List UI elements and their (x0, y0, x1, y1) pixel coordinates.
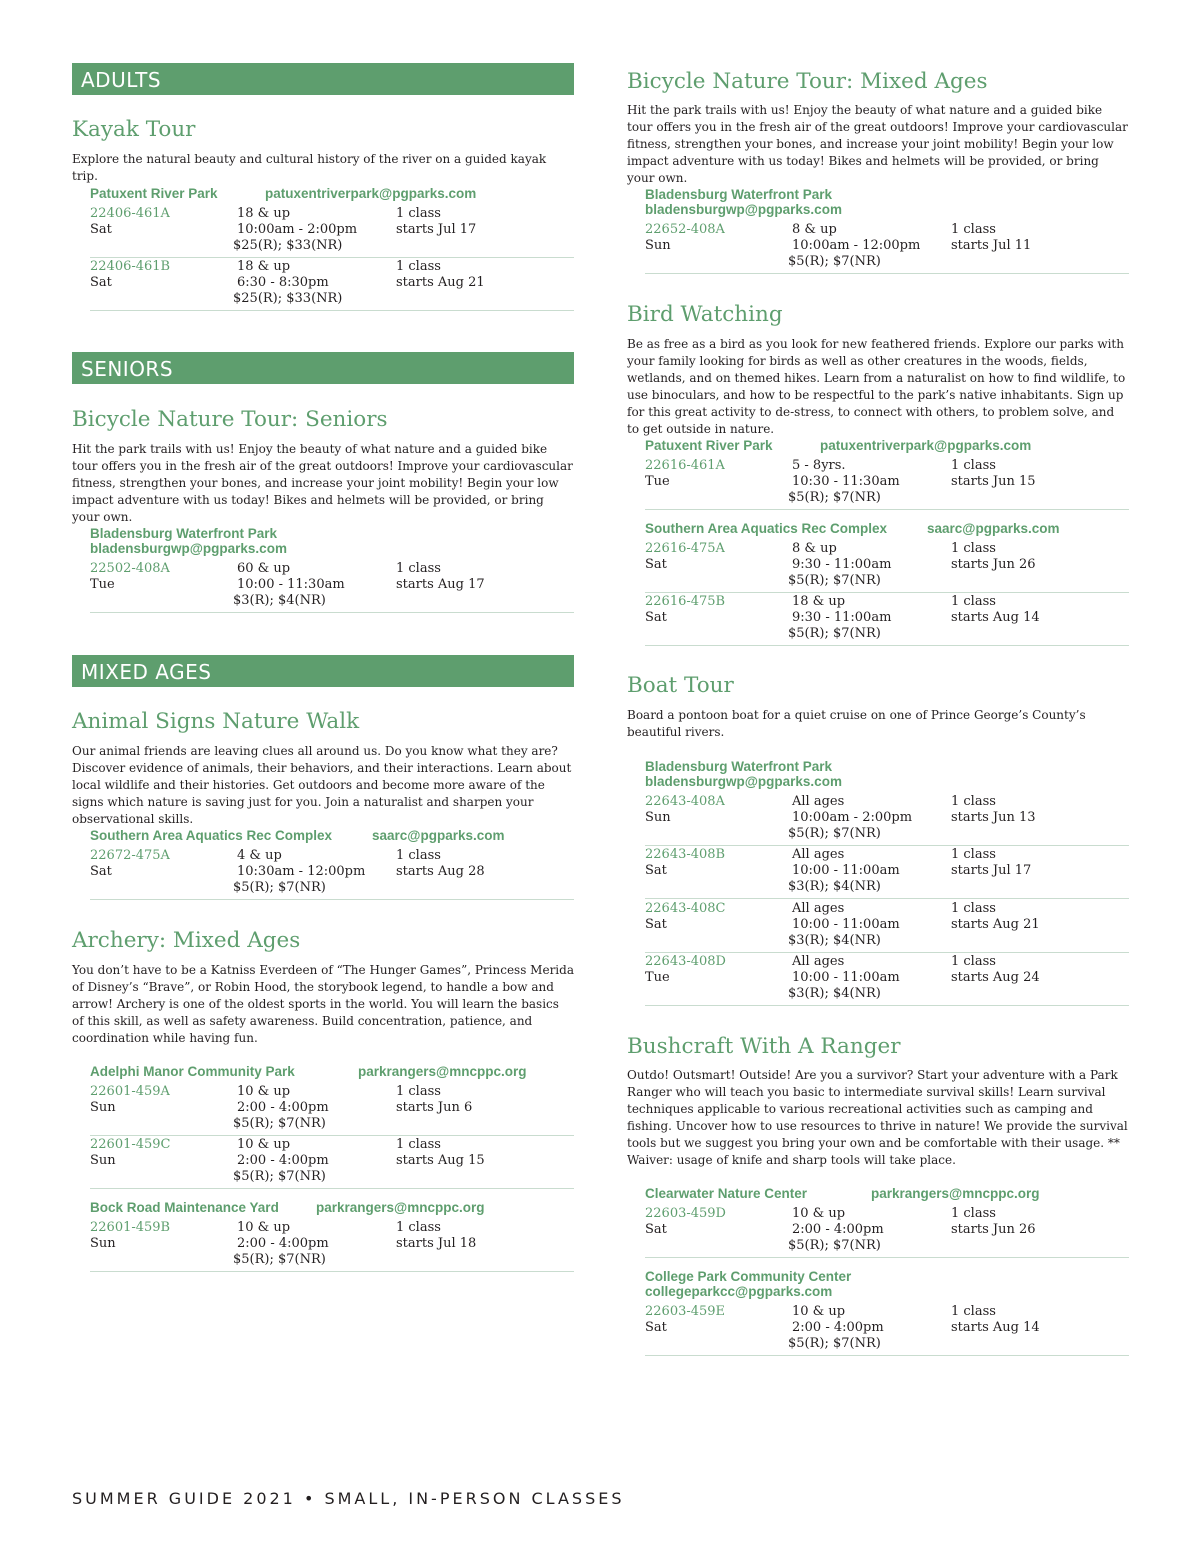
program-title-bushcraft: Bushcraft With A Ranger (627, 1034, 901, 1059)
course-fee: $5(R); $7(NR) (788, 490, 881, 505)
course-day: Sun (645, 238, 671, 253)
section-header-seniors: SENIORS (72, 352, 574, 384)
course-age: 5 - 8yrs. (792, 458, 846, 473)
course-start: starts Aug 14 (951, 1320, 1040, 1335)
course-time: 10:30 - 11:30am (792, 474, 900, 489)
course-code: 22616-475A (645, 541, 725, 556)
course-start: starts Jun 13 (951, 810, 1036, 825)
course-code: 22603-459E (645, 1304, 726, 1319)
location-email[interactable]: parkrangers@mncppc.org (316, 1200, 485, 1215)
course-fee: $3(R); $4(NR) (788, 879, 881, 894)
course-code: 22643-408B (645, 847, 726, 862)
location-email[interactable]: saarc@pgparks.com (372, 828, 505, 843)
program-title-archery: Archery: Mixed Ages (72, 928, 301, 953)
course-start: starts Aug 28 (396, 864, 485, 879)
program-title-bird-watching: Bird Watching (627, 302, 783, 327)
course-classes: 1 class (951, 458, 996, 473)
course-time: 2:00 - 4:00pm (792, 1320, 884, 1335)
location-name: Bladensburg Waterfront Park (645, 187, 833, 202)
course-code: 22406-461B (90, 259, 171, 274)
course-age: 10 & up (237, 1084, 291, 1099)
location-name: Southern Area Aquatics Rec Complex (645, 521, 888, 536)
program-desc-bird-watching: Be as free as a bird as you look for new feathered friends. Explore our parks with your family looking for birds as well as other creatures in the woods, fields, wetlands, and on themed hikes. Learn from a naturalist on how to find wildlife, to use binoculars, and how to be respectful to the park’s native inhabitants. Sign up for this great activity to de-stress, to connect with others, to problem solve, and to get outside in nature. (627, 337, 1126, 436)
course-day: Sun (645, 810, 671, 825)
course-classes: 1 class (396, 561, 441, 576)
location-name: Clearwater Nature Center (645, 1186, 808, 1201)
course-start: starts Jul 11 (951, 238, 1032, 253)
course-time: 2:00 - 4:00pm (792, 1222, 884, 1237)
course-age: 18 & up (792, 594, 846, 609)
class-row (645, 794, 1129, 846)
course-code: 22601-459C (90, 1137, 171, 1152)
section-header-mixed-ages: MIXED AGES (72, 655, 574, 687)
program-title-animal-signs: Animal Signs Nature Walk (72, 709, 360, 734)
course-time: 6:30 - 8:30pm (237, 275, 329, 290)
course-day: Sat (90, 864, 112, 879)
location-header (90, 186, 574, 201)
location-header (645, 187, 1129, 217)
course-time: 9:30 - 11:00am (792, 610, 892, 625)
course-fee: $5(R); $7(NR) (233, 1252, 326, 1267)
program-title-kayak: Kayak Tour (72, 117, 196, 142)
program-desc-archery: You don’t have to be a Katniss Everdeen of “The Hunger Games”, Princess Merida of Disney’s “Brave”, or Robin Hood, the storybook legend, to handle a bow and arrow! Archery is one of the oldest sports in the world. You will learn the basics of this skill, as well as safety awareness. Build concentration, patience, and coordination while having fun. (72, 963, 574, 1045)
program-desc-animal-signs: Our animal friends are leaving clues all around us. Do you know what they are? Discover evidence of animals, their behaviors, and their interactions. Learn about local wildlife and their histories. Get outdoors and become more aware of the signs which nature is saving just for you. Join a naturalist and sharpen your observational skills. (72, 744, 572, 826)
course-start: starts Jun 15 (951, 474, 1036, 489)
location-header (645, 521, 1129, 536)
course-age: 10 & up (237, 1220, 291, 1235)
course-day: Sun (90, 1236, 116, 1251)
course-code: 22643-408C (645, 901, 726, 916)
course-start: starts Jun 6 (396, 1100, 473, 1115)
location-name: College Park Community Center (645, 1269, 852, 1284)
location-name: Adelphi Manor Community Park (90, 1064, 295, 1079)
course-day: Sat (90, 222, 112, 237)
course-start: starts Jul 18 (396, 1236, 477, 1251)
location-header (90, 828, 574, 843)
location-email[interactable]: bladensburgwp@pgparks.com (645, 202, 842, 217)
course-start: starts Aug 21 (951, 917, 1040, 932)
program-desc-bike-mixed: Hit the park trails with us! Enjoy the beauty of what nature and a guided bike tour offers you in the fresh air of the great outdoors! Improve your cardiovascular fitness, strengthen your bones, and increase your joint mobility! Begin your low impact adventure with us today! Bikes and helmets will be provided, or bring your own. (627, 103, 1128, 185)
course-age: 18 & up (237, 206, 291, 221)
course-start: starts Jun 26 (951, 1222, 1036, 1237)
course-code: 22502-408A (90, 561, 170, 576)
class-row (90, 259, 574, 311)
course-classes: 1 class (396, 206, 441, 221)
course-age: 10 & up (792, 1206, 846, 1221)
program-title-bike-seniors: Bicycle Nature Tour: Seniors (72, 407, 388, 432)
location-name: Patuxent River Park (90, 186, 218, 201)
course-time: 10:00 - 11:00am (792, 917, 900, 932)
section-header-adults: ADULTS (72, 63, 574, 95)
course-classes: 1 class (951, 1304, 996, 1319)
course-fee: $5(R); $7(NR) (233, 880, 326, 895)
course-classes: 1 class (951, 594, 996, 609)
class-row (645, 594, 1129, 646)
course-start: starts Jul 17 (396, 222, 477, 237)
course-code: 22652-408A (645, 222, 725, 237)
course-age: 60 & up (237, 561, 291, 576)
course-day: Sat (90, 275, 112, 290)
course-time: 10:00am - 12:00pm (792, 238, 921, 253)
course-start: starts Aug 21 (396, 275, 485, 290)
location-header (645, 1269, 1129, 1299)
course-classes: 1 class (396, 1220, 441, 1235)
course-start: starts Jul 17 (951, 863, 1032, 878)
course-code: 22603-459D (645, 1206, 726, 1221)
class-row (645, 1206, 1129, 1258)
course-age: 8 & up (792, 541, 837, 556)
class-row (90, 1220, 574, 1272)
course-age: 10 & up (237, 1137, 291, 1152)
class-row (90, 561, 574, 613)
course-start: starts Aug 15 (396, 1153, 485, 1168)
course-fee: $3(R); $4(NR) (233, 593, 326, 608)
course-start: starts Jun 26 (951, 557, 1036, 572)
course-code: 22601-459A (90, 1084, 170, 1099)
course-day: Tue (645, 474, 670, 489)
course-age: All ages (792, 954, 845, 969)
course-classes: 1 class (951, 901, 996, 916)
course-time: 2:00 - 4:00pm (237, 1236, 329, 1251)
course-classes: 1 class (396, 1137, 441, 1152)
course-code: 22672-475A (90, 848, 170, 863)
program-desc-boat-tour: Board a pontoon boat for a quiet cruise on one of Prince George’s County’s beautiful rivers. (627, 708, 1086, 739)
course-time: 2:00 - 4:00pm (237, 1153, 329, 1168)
course-time: 10:00 - 11:00am (792, 863, 900, 878)
course-day: Sat (645, 1222, 667, 1237)
course-classes: 1 class (951, 847, 996, 862)
location-email[interactable]: parkrangers@mncppc.org (358, 1064, 527, 1079)
location-email[interactable]: patuxentriverpark@pgparks.com (265, 186, 477, 201)
program-desc-kayak: Explore the natural beauty and cultural history of the river on a guided kayak trip. (72, 152, 547, 183)
class-row (90, 206, 574, 258)
course-age: 8 & up (792, 222, 837, 237)
course-fee: $5(R); $7(NR) (233, 1169, 326, 1184)
location-header (90, 1200, 574, 1215)
course-fee: $3(R); $4(NR) (788, 933, 881, 948)
course-start: starts Aug 14 (951, 610, 1040, 625)
class-row (645, 847, 1129, 899)
location-header (645, 1186, 1129, 1201)
course-code: 22616-461A (645, 458, 725, 473)
course-start: starts Aug 17 (396, 577, 485, 592)
course-time: 10:00am - 2:00pm (792, 810, 913, 825)
location-email[interactable]: saarc@pgparks.com (927, 521, 1060, 536)
location-header (645, 438, 1129, 453)
course-day: Sun (90, 1153, 116, 1168)
location-header (90, 1064, 574, 1079)
program-title-bike-mixed: Bicycle Nature Tour: Mixed Ages (627, 69, 988, 94)
course-day: Sun (90, 1100, 116, 1115)
course-classes: 1 class (951, 1206, 996, 1221)
course-fee: $5(R); $7(NR) (788, 826, 881, 841)
course-classes: 1 class (951, 222, 996, 237)
course-age: All ages (792, 847, 845, 862)
course-time: 2:00 - 4:00pm (237, 1100, 329, 1115)
class-row (645, 954, 1129, 1006)
course-fee: $5(R); $7(NR) (233, 1116, 326, 1131)
class-row (645, 458, 1129, 510)
location-email[interactable]: patuxentriverpark@pgparks.com (820, 438, 1032, 453)
location-header (645, 759, 1129, 789)
course-fee: $5(R); $7(NR) (788, 1336, 881, 1351)
course-classes: 1 class (951, 541, 996, 556)
course-classes: 1 class (396, 259, 441, 274)
course-start: starts Aug 24 (951, 970, 1040, 985)
class-row (645, 901, 1129, 953)
location-name: Southern Area Aquatics Rec Complex (90, 828, 333, 843)
course-time: 10:00 - 11:30am (237, 577, 345, 592)
location-email[interactable]: bladensburgwp@pgparks.com (645, 774, 842, 789)
course-fee: $5(R); $7(NR) (788, 1238, 881, 1253)
course-age: 4 & up (237, 848, 282, 863)
location-email[interactable]: parkrangers@mncppc.org (871, 1186, 1040, 1201)
course-day: Sat (645, 863, 667, 878)
course-time: 10:00am - 2:00pm (237, 222, 358, 237)
location-name: Bock Road Maintenance Yard (90, 1200, 279, 1215)
course-fee: $25(R); $33(NR) (233, 238, 343, 253)
course-code: 22616-475B (645, 594, 726, 609)
course-time: 10:00 - 11:00am (792, 970, 900, 985)
program-desc-bushcraft: Outdo! Outsmart! Outside! Are you a survivor? Start your adventure with a Park Ranger who will teach you basic to intermediate survival skills! Learn survival techniques applicable to various recreational activities such as camping and fishing. Uncover how to use resources to thrive in nature! We provide the survival tools but we suggest you bring your own and be comfortable with their usage. ** Waiver: usage of knife and sharp tools will take place. (627, 1068, 1128, 1167)
program-title-boat-tour: Boat Tour (627, 673, 734, 698)
course-fee: $5(R); $7(NR) (788, 626, 881, 641)
location-name: Patuxent River Park (645, 438, 773, 453)
class-row (90, 1137, 574, 1189)
location-header (90, 526, 574, 556)
course-age: 10 & up (792, 1304, 846, 1319)
course-age: All ages (792, 794, 845, 809)
location-name: Bladensburg Waterfront Park (90, 526, 278, 541)
course-time: 10:30am - 12:00pm (237, 864, 366, 879)
course-age: 18 & up (237, 259, 291, 274)
course-age: All ages (792, 901, 845, 916)
course-fee: $25(R); $33(NR) (233, 291, 343, 306)
location-email[interactable]: collegeparkcc@pgparks.com (645, 1284, 833, 1299)
location-email[interactable]: bladensburgwp@pgparks.com (90, 541, 287, 556)
class-row (90, 1084, 574, 1136)
course-time: 9:30 - 11:00am (792, 557, 892, 572)
course-day: Tue (645, 970, 670, 985)
location-name: Bladensburg Waterfront Park (645, 759, 833, 774)
course-fee: $3(R); $4(NR) (788, 986, 881, 1001)
course-code: 22643-408A (645, 794, 725, 809)
course-code: 22601-459B (90, 1220, 171, 1235)
course-day: Sat (645, 557, 667, 572)
class-row (645, 541, 1129, 593)
page-footer: SUMMER GUIDE 2021 • SMALL, IN-PERSON CLASSES (72, 1489, 625, 1508)
course-classes: 1 class (396, 848, 441, 863)
class-row (90, 848, 574, 900)
class-row (645, 1304, 1129, 1356)
course-fee: $5(R); $7(NR) (788, 254, 881, 269)
course-day: Sat (645, 1320, 667, 1335)
course-classes: 1 class (951, 794, 996, 809)
course-classes: 1 class (396, 1084, 441, 1099)
course-code: 22643-408D (645, 954, 726, 969)
course-day: Sat (645, 610, 667, 625)
course-code: 22406-461A (90, 206, 170, 221)
course-fee: $5(R); $7(NR) (788, 573, 881, 588)
course-day: Sat (645, 917, 667, 932)
course-classes: 1 class (951, 954, 996, 969)
class-row (645, 222, 1129, 274)
course-day: Tue (90, 577, 115, 592)
program-desc-bike-seniors: Hit the park trails with us! Enjoy the beauty of what nature and a guided bike tour offers you in the fresh air of the great outdoors! Improve your cardiovascular fitness, strengthen your bones, and increase your joint mobility! Begin your low impact adventure with us today! Bikes and helmets will be provided, or bring your own. (72, 442, 573, 524)
